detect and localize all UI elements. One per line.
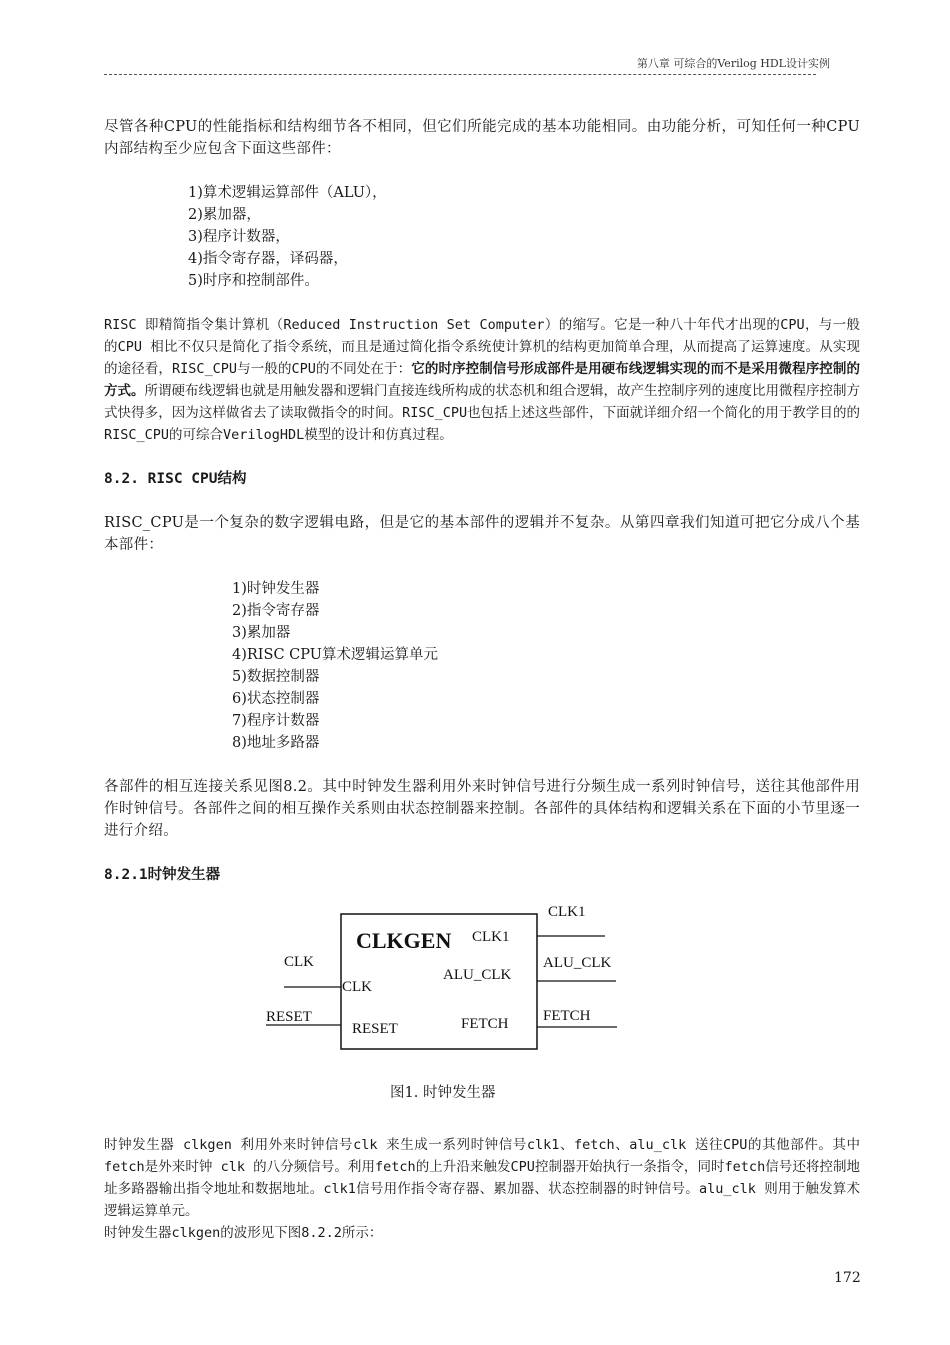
figure-caption: 图1. 时钟发生器 (390, 1085, 496, 1101)
block-name: CLKGEN (356, 928, 452, 953)
clkgen-diagram (260, 898, 630, 1058)
subsection-heading: 8.2.1时钟发生器 (104, 867, 221, 883)
reset-port-label: RESET (352, 1021, 398, 1037)
main-body (104, 116, 860, 908)
clk1-output-label: CLK1 (548, 904, 586, 920)
list-item: 7)程序计数器 (232, 713, 320, 729)
list-item: 6)状态控制器 (232, 691, 320, 707)
list-item: 1)算术逻辑运算部件（ALU）， (188, 185, 387, 201)
list-item: 8)地址多路器 (232, 735, 320, 751)
list-item: 1)时钟发生器 (232, 581, 320, 597)
list-item: 4)指令寄存器，译码器， (188, 251, 348, 267)
waveform-intro: 时钟发生器clkgen的波形见下图8.2.2所示： (104, 1225, 383, 1241)
clkgen-paragraph: 时钟发生器 clkgen 利用外来时钟信号clk 来生成一系列时钟信号clk1、fetch、alu_clk 送往CPU的其他部件。其中fetch是外来时钟 clk 的八分频信号。利用fetch的上升沿来触发CPU控制器开始执行一条指令，同时fetch信号还将控制地址多路器输出指令地址和数据地址。clk1信号用作指令寄存器、累加器、状态控制器的时钟信号。alu_clk 则用于触发算术逻辑运算单元。 (104, 1137, 860, 1219)
list-item: 2)指令寄存器 (232, 603, 320, 619)
chapter-title: 第八章 可综合的Verilog HDL设计实例 (636, 57, 830, 70)
clk-input-label: CLK (284, 954, 314, 970)
section-heading: 8.2. RISC CPU结构 (104, 471, 247, 487)
list-item: 3)累加器 (232, 625, 291, 641)
risc-bold-text: 它的时序控制信号形成部件是用硬布线逻辑实现的而不是采用微程序控制的方式。 (104, 361, 861, 399)
header-rule (104, 74, 816, 75)
fetch-output-label: FETCH (543, 1008, 591, 1024)
list-item: 5)数据控制器 (232, 669, 320, 685)
cpu-parts-list (188, 182, 860, 292)
structure-paragraph: RISC_CPU是一个复杂的数字逻辑电路，但是它的基本部件的逻辑并不复杂。从第四章我们知道可把它分成八个基本部件： (104, 515, 860, 553)
list-item: 2)累加器， (188, 207, 261, 223)
risc-paragraph (104, 314, 860, 446)
risc-parts-list (232, 578, 860, 754)
clkgen-description (104, 1134, 860, 1244)
alu-clk-output-label: ALU_CLK (543, 955, 612, 971)
list-item: 3)程序计数器， (188, 229, 290, 245)
page-number: 172 (834, 1270, 861, 1286)
fetch-port-label: FETCH (461, 1016, 509, 1032)
risc-text-part2: 所谓硬布线逻辑也就是用触发器和逻辑门直接连线所构成的状态机和组合逻辑，故产生控制序列的速度比用微程序控制方式快得多，因为这样做省去了读取微指令的时间。RISC_CPU也包括上述这些部件，下面就详细介绍一个简化的用于教学目的的RISC_CPU的可综合VerilogHDL模型的设计和仿真过程。 (104, 383, 860, 443)
connection-paragraph: 各部件的相互连接关系见图8.2。其中时钟发生器利用外来时钟信号进行分频生成一系列时钟信号，送往其他部件用作时钟信号。各部件之间的相互操作关系则由状态控制器来控制。各部件的具体结构和逻辑关系在下面的小节里逐一进行介绍。 (104, 779, 860, 839)
list-item: 4)RISC CPU算术逻辑运算单元 (232, 647, 438, 663)
clkgen-block-diagram (260, 898, 630, 1058)
risc-text-part1: RISC 即精简指令集计算机（Reduced Instruction Set Computer）的缩写。它是一种八十年代才出现的CPU，与一般的CPU 相比不仅只是简化了指令系统，而且是通过简化指令系统使计算机的结构更加简单合理，从而提高了运算速度。从实现的途径看，RISC_CPU与一般的CPU的不同处在于： (104, 317, 860, 377)
alu-clk-port-label: ALU_CLK (443, 967, 512, 983)
list-item: 5)时序和控制部件。 (188, 273, 319, 289)
clk-port-label: CLK (342, 979, 372, 995)
reset-input-label: RESET (266, 1009, 312, 1025)
intro-paragraph: 尽管各种CPU的性能指标和结构细节各不相同，但它们所能完成的基本功能相同。由功能分析，可知任何一种CPU内部结构至少应包含下面这些部件： (104, 119, 860, 157)
clk1-port-label: CLK1 (472, 929, 510, 945)
